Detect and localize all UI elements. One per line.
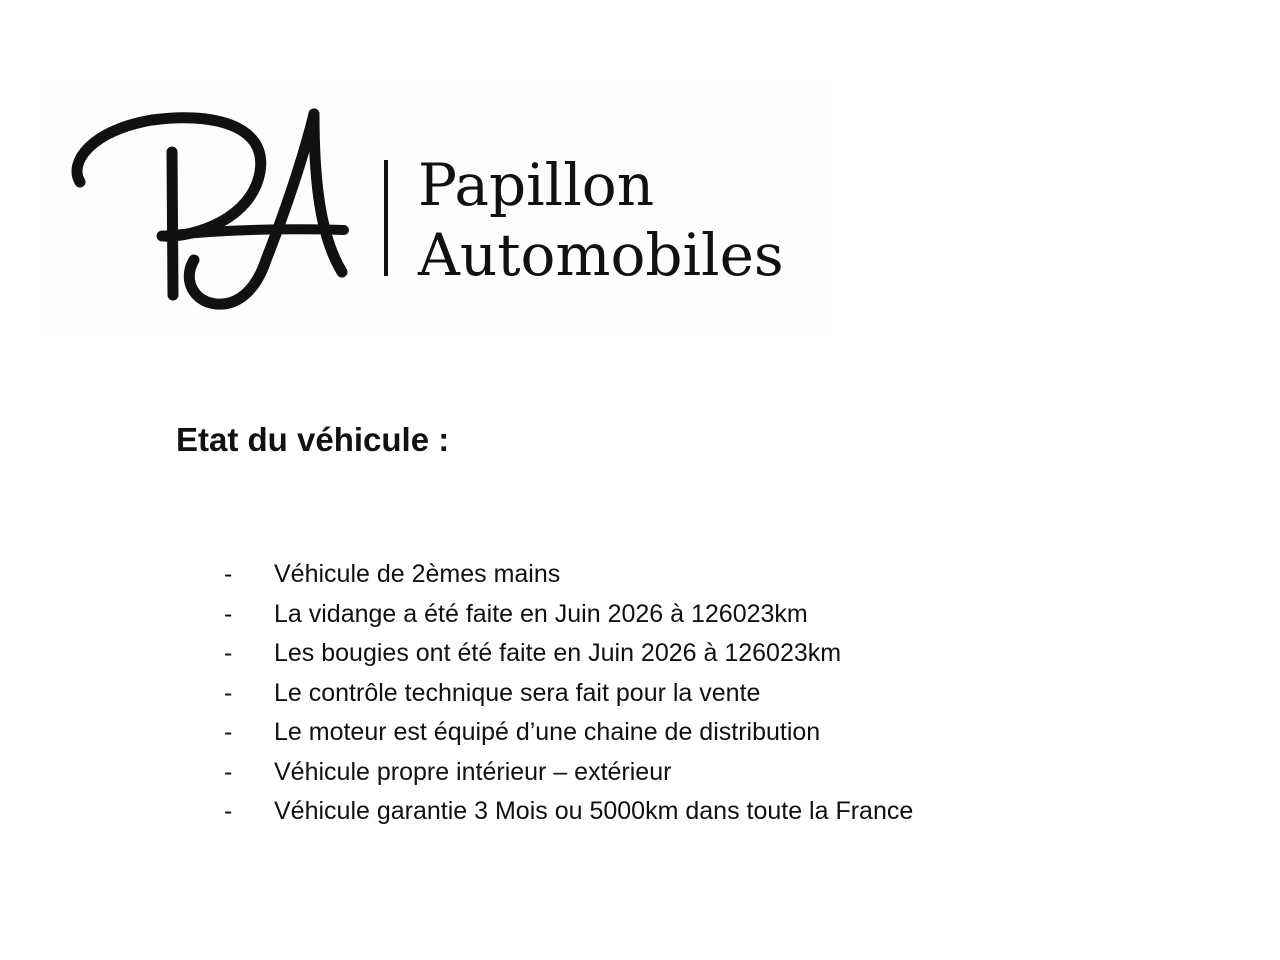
list-bullet: - [224,639,233,667]
list-item-text: Véhicule garantie 3 Mois ou 5000km dans toute la France [274,797,914,825]
logo-divider [384,160,388,276]
list-bullet: - [224,797,233,825]
list-item [224,753,913,793]
list-item-text: Les bougies ont été faite en Juin 2026 à 126023km [274,639,842,667]
list-bullet: - [224,718,233,746]
list-item [224,555,913,595]
list-item-text: Véhicule de 2èmes mains [274,560,561,588]
list-item [224,713,913,753]
brand-name-line-2: Automobiles [418,221,784,289]
list-item-text: Le moteur est équipé d’une chaine de distribution [274,718,821,746]
list-item-text: La vidange a été faite en Juin 2026 à 126023km [274,599,808,628]
list-bullet: - [224,560,233,588]
list-item [224,634,913,674]
pa-monogram-logo [70,100,360,320]
condition-list [224,555,913,832]
list-bullet: - [224,678,233,707]
list-bullet: - [224,599,233,628]
list-bullet: - [224,757,233,786]
list-item [224,674,913,714]
list-item-text: Véhicule propre intérieur – extérieur [274,757,672,786]
section-title: Etat du véhicule : [176,421,450,458]
list-item-text: Le contrôle technique sera fait pour la vente [274,678,761,707]
brand-name-line-1: Papillon [418,151,655,219]
list-item [224,595,913,635]
list-item [224,792,913,832]
